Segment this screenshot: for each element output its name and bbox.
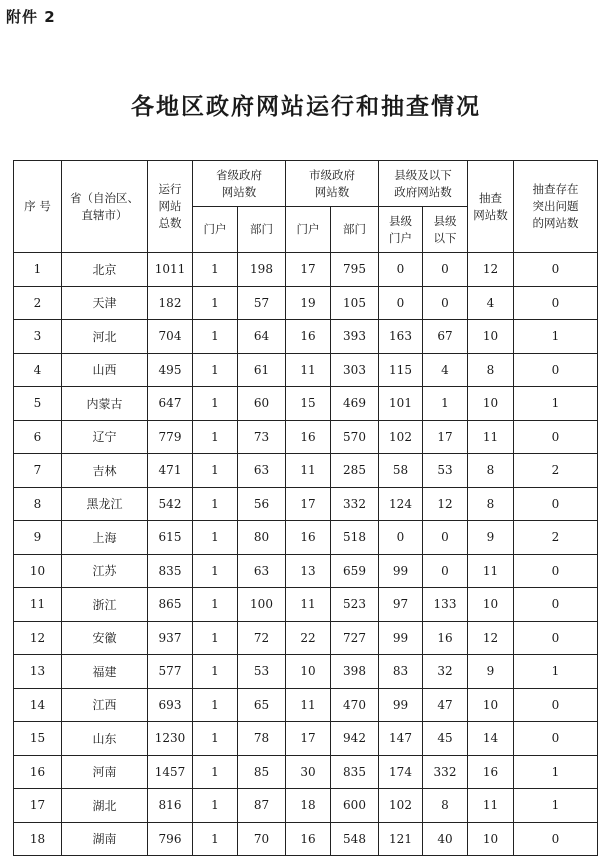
county-portal-cell: 99: [379, 688, 423, 722]
problem-cell: 0: [514, 353, 598, 387]
county-below-cell: 67: [423, 320, 468, 354]
seq-cell: 7: [14, 454, 62, 488]
total-cell: 796: [148, 822, 193, 856]
province-cell: 江苏: [62, 554, 148, 588]
problem-cell: 0: [514, 621, 598, 655]
problem-cell: 2: [514, 521, 598, 555]
total-cell: 577: [148, 655, 193, 689]
prov-portal-cell: 1: [193, 286, 238, 320]
prov-portal-cell: 1: [193, 789, 238, 823]
city-portal-cell: 16: [286, 320, 331, 354]
city-portal-cell: 17: [286, 253, 331, 287]
province-cell: 湖南: [62, 822, 148, 856]
prov-dept-cell: 80: [238, 521, 286, 555]
province-cell: 山东: [62, 722, 148, 756]
table-row: [14, 487, 598, 521]
province-cell: 上海: [62, 521, 148, 555]
county-portal-cell: 99: [379, 554, 423, 588]
county-portal-cell: 0: [379, 253, 423, 287]
problem-cell: 0: [514, 487, 598, 521]
table-row: [14, 655, 598, 689]
seq-cell: 12: [14, 621, 62, 655]
table-row: [14, 588, 598, 622]
city-dept-cell: 659: [331, 554, 379, 588]
header-province: 省（自治区、 直辖市）: [62, 161, 148, 253]
city-portal-cell: 11: [286, 688, 331, 722]
prov-portal-cell: 1: [193, 822, 238, 856]
county-below-cell: 8: [423, 789, 468, 823]
problem-cell: 1: [514, 320, 598, 354]
total-cell: 835: [148, 554, 193, 588]
checked-cell: 4: [468, 286, 514, 320]
prov-portal-cell: 1: [193, 420, 238, 454]
checked-cell: 8: [468, 353, 514, 387]
prov-dept-cell: 78: [238, 722, 286, 756]
county-portal-cell: 163: [379, 320, 423, 354]
total-cell: 693: [148, 688, 193, 722]
prov-dept-cell: 60: [238, 387, 286, 421]
city-portal-cell: 15: [286, 387, 331, 421]
county-below-cell: 0: [423, 286, 468, 320]
checked-cell: 16: [468, 755, 514, 789]
prov-portal-cell: 1: [193, 722, 238, 756]
county-below-cell: 0: [423, 253, 468, 287]
city-dept-cell: 518: [331, 521, 379, 555]
prov-portal-cell: 1: [193, 521, 238, 555]
county-below-cell: 12: [423, 487, 468, 521]
table-row: [14, 755, 598, 789]
county-portal-cell: 121: [379, 822, 423, 856]
province-cell: 河南: [62, 755, 148, 789]
county-portal-cell: 174: [379, 755, 423, 789]
province-cell: 黑龙江: [62, 487, 148, 521]
prov-portal-cell: 1: [193, 655, 238, 689]
province-cell: 江西: [62, 688, 148, 722]
prov-portal-cell: 1: [193, 554, 238, 588]
county-portal-cell: 58: [379, 454, 423, 488]
seq-cell: 5: [14, 387, 62, 421]
seq-cell: 8: [14, 487, 62, 521]
prov-dept-cell: 56: [238, 487, 286, 521]
seq-cell: 15: [14, 722, 62, 756]
province-cell: 辽宁: [62, 420, 148, 454]
table-row: [14, 286, 598, 320]
city-dept-cell: 548: [331, 822, 379, 856]
county-portal-cell: 0: [379, 286, 423, 320]
checked-cell: 12: [468, 253, 514, 287]
prov-portal-cell: 1: [193, 320, 238, 354]
total-cell: 937: [148, 621, 193, 655]
problem-cell: 2: [514, 454, 598, 488]
city-dept-cell: 393: [331, 320, 379, 354]
checked-cell: 10: [468, 588, 514, 622]
prov-dept-cell: 70: [238, 822, 286, 856]
table-row: [14, 420, 598, 454]
website-stats-table: [13, 160, 598, 856]
city-dept-cell: 523: [331, 588, 379, 622]
header-city-dept: 部门: [331, 207, 379, 253]
table-row: [14, 621, 598, 655]
total-cell: 182: [148, 286, 193, 320]
city-portal-cell: 22: [286, 621, 331, 655]
prov-dept-cell: 61: [238, 353, 286, 387]
problem-cell: 0: [514, 420, 598, 454]
city-dept-cell: 835: [331, 755, 379, 789]
city-dept-cell: 303: [331, 353, 379, 387]
county-portal-cell: 124: [379, 487, 423, 521]
province-cell: 河北: [62, 320, 148, 354]
city-dept-cell: 570: [331, 420, 379, 454]
county-portal-cell: 97: [379, 588, 423, 622]
header-city-portal: 门户: [286, 207, 331, 253]
problem-cell: 0: [514, 253, 598, 287]
header-county: 县级及以下 政府网站数: [379, 161, 468, 207]
table-row: [14, 822, 598, 856]
seq-cell: 17: [14, 789, 62, 823]
city-portal-cell: 16: [286, 521, 331, 555]
city-dept-cell: 285: [331, 454, 379, 488]
header-seq: 序 号: [14, 161, 62, 253]
seq-cell: 6: [14, 420, 62, 454]
table-row: [14, 722, 598, 756]
prov-portal-cell: 1: [193, 755, 238, 789]
city-portal-cell: 17: [286, 722, 331, 756]
header-problem: 抽查存在 突出问题 的网站数: [514, 161, 598, 253]
city-portal-cell: 16: [286, 822, 331, 856]
table-row: [14, 387, 598, 421]
checked-cell: 11: [468, 554, 514, 588]
city-dept-cell: 332: [331, 487, 379, 521]
problem-cell: 0: [514, 722, 598, 756]
prov-dept-cell: 63: [238, 554, 286, 588]
county-portal-cell: 99: [379, 621, 423, 655]
table-row: [14, 253, 598, 287]
total-cell: 816: [148, 789, 193, 823]
prov-portal-cell: 1: [193, 253, 238, 287]
province-cell: 吉林: [62, 454, 148, 488]
county-portal-cell: 102: [379, 420, 423, 454]
checked-cell: 8: [468, 454, 514, 488]
prov-dept-cell: 64: [238, 320, 286, 354]
total-cell: 865: [148, 588, 193, 622]
total-cell: 615: [148, 521, 193, 555]
header-city: 市级政府 网站数: [286, 161, 379, 207]
province-cell: 福建: [62, 655, 148, 689]
city-dept-cell: 942: [331, 722, 379, 756]
prov-portal-cell: 1: [193, 454, 238, 488]
province-cell: 天津: [62, 286, 148, 320]
seq-cell: 18: [14, 822, 62, 856]
county-below-cell: 1: [423, 387, 468, 421]
city-dept-cell: 105: [331, 286, 379, 320]
problem-cell: 0: [514, 286, 598, 320]
table-row: [14, 554, 598, 588]
county-below-cell: 4: [423, 353, 468, 387]
prov-dept-cell: 57: [238, 286, 286, 320]
table-row: [14, 320, 598, 354]
page-title: 各地区政府网站运行和抽查情况: [131, 93, 481, 120]
table-row: [14, 789, 598, 823]
county-below-cell: 332: [423, 755, 468, 789]
city-portal-cell: 13: [286, 554, 331, 588]
table-row: [14, 521, 598, 555]
county-below-cell: 0: [423, 554, 468, 588]
problem-cell: 0: [514, 554, 598, 588]
seq-cell: 2: [14, 286, 62, 320]
prov-dept-cell: 72: [238, 621, 286, 655]
table-body: [14, 253, 598, 856]
county-below-cell: 0: [423, 521, 468, 555]
problem-cell: 1: [514, 655, 598, 689]
province-cell: 北京: [62, 253, 148, 287]
county-below-cell: 47: [423, 688, 468, 722]
city-portal-cell: 11: [286, 454, 331, 488]
city-dept-cell: 398: [331, 655, 379, 689]
total-cell: 704: [148, 320, 193, 354]
prov-dept-cell: 73: [238, 420, 286, 454]
province-cell: 山西: [62, 353, 148, 387]
header-county-below: 县级 以下: [423, 207, 468, 253]
checked-cell: 11: [468, 789, 514, 823]
county-below-cell: 133: [423, 588, 468, 622]
total-cell: 1457: [148, 755, 193, 789]
county-portal-cell: 0: [379, 521, 423, 555]
county-below-cell: 16: [423, 621, 468, 655]
attachment-label: 附件 2: [6, 8, 56, 26]
seq-cell: 13: [14, 655, 62, 689]
county-below-cell: 45: [423, 722, 468, 756]
checked-cell: 11: [468, 420, 514, 454]
table-row: [14, 688, 598, 722]
county-below-cell: 53: [423, 454, 468, 488]
city-portal-cell: 18: [286, 789, 331, 823]
table-row: [14, 353, 598, 387]
header-checked: 抽查 网站数: [468, 161, 514, 253]
province-cell: 内蒙古: [62, 387, 148, 421]
checked-cell: 14: [468, 722, 514, 756]
checked-cell: 10: [468, 688, 514, 722]
county-portal-cell: 83: [379, 655, 423, 689]
seq-cell: 4: [14, 353, 62, 387]
prov-portal-cell: 1: [193, 621, 238, 655]
province-cell: 安徽: [62, 621, 148, 655]
problem-cell: 1: [514, 789, 598, 823]
city-dept-cell: 470: [331, 688, 379, 722]
header-county-portal: 县级 门户: [379, 207, 423, 253]
total-cell: 1230: [148, 722, 193, 756]
county-below-cell: 40: [423, 822, 468, 856]
seq-cell: 1: [14, 253, 62, 287]
city-portal-cell: 11: [286, 588, 331, 622]
city-portal-cell: 19: [286, 286, 331, 320]
header-provincial-portal: 门户: [193, 207, 238, 253]
total-cell: 647: [148, 387, 193, 421]
checked-cell: 9: [468, 521, 514, 555]
seq-cell: 11: [14, 588, 62, 622]
seq-cell: 9: [14, 521, 62, 555]
city-dept-cell: 727: [331, 621, 379, 655]
prov-dept-cell: 198: [238, 253, 286, 287]
prov-portal-cell: 1: [193, 353, 238, 387]
city-portal-cell: 30: [286, 755, 331, 789]
total-cell: 779: [148, 420, 193, 454]
city-dept-cell: 469: [331, 387, 379, 421]
header-provincial: 省级政府 网站数: [193, 161, 286, 207]
prov-dept-cell: 87: [238, 789, 286, 823]
city-dept-cell: 600: [331, 789, 379, 823]
prov-dept-cell: 65: [238, 688, 286, 722]
county-below-cell: 32: [423, 655, 468, 689]
county-portal-cell: 102: [379, 789, 423, 823]
county-below-cell: 17: [423, 420, 468, 454]
problem-cell: 1: [514, 387, 598, 421]
table-row: [14, 454, 598, 488]
header-provincial-dept: 部门: [238, 207, 286, 253]
seq-cell: 16: [14, 755, 62, 789]
total-cell: 542: [148, 487, 193, 521]
prov-portal-cell: 1: [193, 487, 238, 521]
checked-cell: 10: [468, 320, 514, 354]
total-cell: 471: [148, 454, 193, 488]
province-cell: 浙江: [62, 588, 148, 622]
prov-dept-cell: 63: [238, 454, 286, 488]
prov-dept-cell: 100: [238, 588, 286, 622]
prov-dept-cell: 85: [238, 755, 286, 789]
problem-cell: 0: [514, 588, 598, 622]
problem-cell: 0: [514, 822, 598, 856]
seq-cell: 14: [14, 688, 62, 722]
city-portal-cell: 10: [286, 655, 331, 689]
problem-cell: 1: [514, 755, 598, 789]
province-cell: 湖北: [62, 789, 148, 823]
prov-portal-cell: 1: [193, 387, 238, 421]
total-cell: 495: [148, 353, 193, 387]
checked-cell: 9: [468, 655, 514, 689]
city-portal-cell: 11: [286, 353, 331, 387]
prov-dept-cell: 53: [238, 655, 286, 689]
seq-cell: 3: [14, 320, 62, 354]
city-portal-cell: 16: [286, 420, 331, 454]
county-portal-cell: 101: [379, 387, 423, 421]
county-portal-cell: 147: [379, 722, 423, 756]
checked-cell: 10: [468, 387, 514, 421]
checked-cell: 12: [468, 621, 514, 655]
city-dept-cell: 795: [331, 253, 379, 287]
header-total: 运行 网站 总数: [148, 161, 193, 253]
checked-cell: 10: [468, 822, 514, 856]
checked-cell: 8: [468, 487, 514, 521]
problem-cell: 0: [514, 688, 598, 722]
seq-cell: 10: [14, 554, 62, 588]
county-portal-cell: 115: [379, 353, 423, 387]
city-portal-cell: 17: [286, 487, 331, 521]
prov-portal-cell: 1: [193, 588, 238, 622]
total-cell: 1011: [148, 253, 193, 287]
prov-portal-cell: 1: [193, 688, 238, 722]
